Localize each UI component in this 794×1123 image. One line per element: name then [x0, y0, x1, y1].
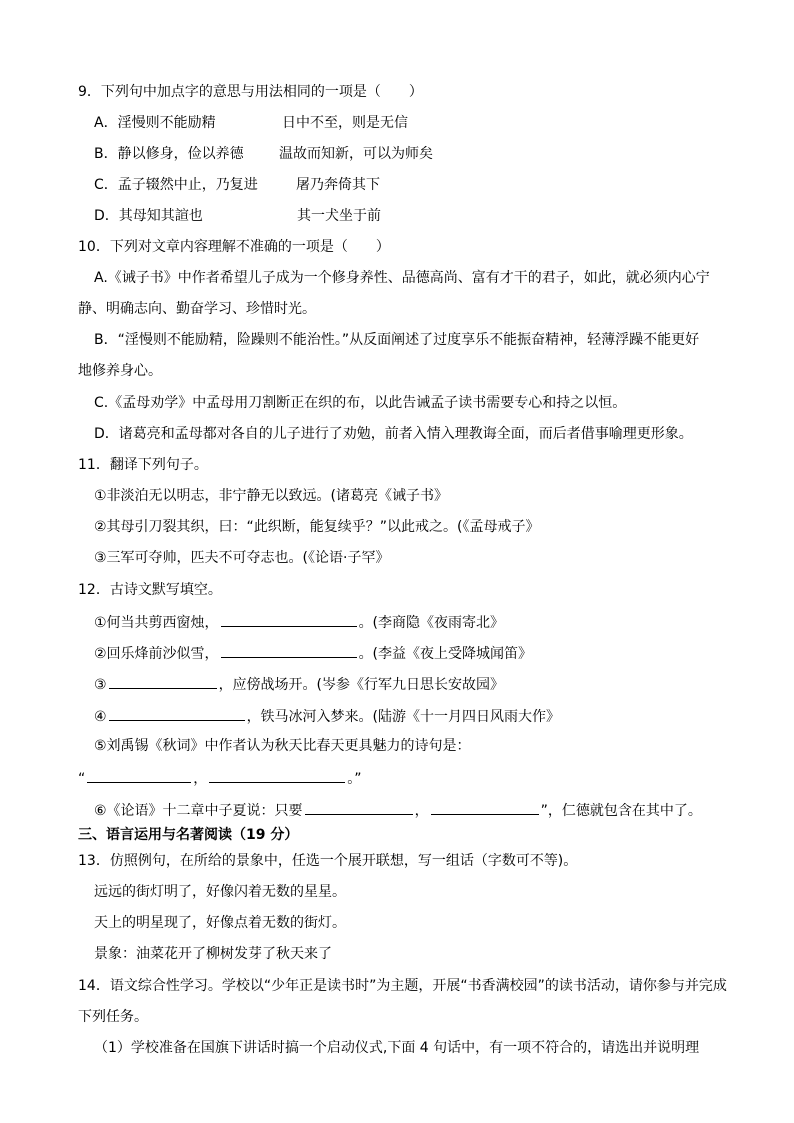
q9-stem: 9．下列句中加点字的意思与用法相同的一项是（ ）: [78, 84, 423, 100]
q12-line-4-prefix: ④: [94, 709, 107, 725]
q11-item-3: ③三军可夺帅，匹夫不可夺志也。(《论语·子罕》: [94, 550, 390, 566]
q10-option-a-line1: A.《诫子书》中作者希望儿子成为一个修身养性、品德高尚、富有才干的君子，如此，就必须内心宁: [94, 270, 710, 286]
q10-option-b-line1: B．“淫慢则不能励精，险躁则不能治性。”从反面阐述了过度享乐不能振奋精神，轻薄浮躁不能更好: [94, 332, 700, 348]
q12-line-6-suffix: ”，仁德就包含在其中了。: [540, 803, 702, 819]
q12-line-5-answer: [78, 767, 362, 789]
q9-option-d-left: D．其母知其諠也: [94, 208, 203, 224]
q12-line-6-prefix: ⑥《论语》十二章中子夏说：只要: [94, 803, 303, 819]
comma: ，: [414, 803, 429, 819]
open-quote: “: [78, 771, 86, 787]
q12-line-6: [94, 799, 702, 821]
answer-blank[interactable]: [431, 799, 539, 815]
q10-stem: 10．下列对文章内容理解不准确的一项是（ ）: [78, 239, 390, 255]
q13-example-2: 天上的明星现了，好像点着无数的街灯。: [94, 915, 346, 931]
q12-line-2-suffix: 。(李益《夜上受降城闻笛》: [358, 646, 533, 662]
q12-stem: 12．古诗文默写填空。: [78, 582, 222, 598]
q14-stem-line2: 下列任务。: [78, 1009, 148, 1025]
q10-option-c: C.《孟母劝学》中孟母用刀割断正在织的布，以此告诫孟子读书需要专心和持之以恒。: [94, 395, 627, 411]
q12-line-1: [94, 611, 504, 633]
answer-blank[interactable]: [109, 673, 217, 689]
q11-stem: 11．翻译下列句子。: [78, 457, 208, 473]
q14-sub-1: （1）学校准备在国旗下讲话时搞一个启动仪式,下面 4 句话中，有一项不符合的，请选出并说明理: [94, 1040, 700, 1056]
q9-option-c-left: C．孟子辍然中止，乃复进: [94, 177, 258, 193]
q12-line-3: [94, 673, 504, 695]
answer-blank[interactable]: [87, 767, 191, 783]
q12-line-2-prefix: ②回乐烽前沙似雪，: [94, 646, 219, 662]
q10-option-a-line2: 静、明确志向、勤奋学习、珍惜时光。: [78, 301, 316, 317]
answer-blank[interactable]: [109, 705, 245, 721]
q9-option-c-right: 屠乃奔倚其下: [296, 177, 380, 193]
q13-scene: 景象：油菜花开了柳树发芽了秋天来了: [94, 946, 332, 962]
answer-blank[interactable]: [209, 767, 345, 783]
close-quote: 。”: [347, 771, 362, 787]
q12-line-4: [94, 705, 560, 727]
q9-option-a-left: A．淫慢则不能励精: [94, 115, 216, 131]
q12-line-1-prefix: ①何当共剪西窗烛，: [94, 615, 219, 631]
q9-option-b-left: B．静以修身，俭以养德: [94, 146, 244, 162]
q14-stem-line1: 14．语文综合性学习。学校以“少年正是读书时”为主题，开展“书香满校园”的读书活动，请你参与并完成: [78, 978, 727, 994]
q11-item-2: ②其母引刀裂其织，曰：“此织断，能复续乎？”以此戒之。(《孟母戒子》: [94, 519, 540, 535]
q12-line-3-suffix: ，应傍战场开。(岑参《行军九日思长安故园》: [218, 677, 505, 693]
q9-option-b-right: 温故而知新，可以为师矣: [279, 146, 433, 162]
answer-blank[interactable]: [305, 799, 413, 815]
q9-option-d-right: 其一犬坐于前: [297, 208, 381, 224]
answer-blank[interactable]: [221, 611, 357, 627]
q12-line-3-prefix: ③: [94, 677, 107, 693]
q12-line-1-suffix: 。(李商隐《夜雨寄北》: [358, 615, 505, 631]
q9-option-a-right: 日中不至，则是无信: [282, 115, 408, 131]
q10-option-b-line2: 地修养身心。: [78, 363, 162, 379]
q10-option-d: D．诸葛亮和孟母都对各自的儿子进行了劝勉，前者入情入理教诲全面，而后者借事喻理更形象。: [94, 426, 693, 442]
comma: ，: [193, 771, 208, 787]
q12-line-5: ⑤刘禹锡《秋词》中作者认为秋天比春天更具魅力的诗句是：: [94, 738, 471, 754]
q12-line-4-suffix: ，铁马冰河入梦来。(陆游《十一月四日风雨大作》: [246, 709, 561, 725]
section-heading: 三、语言运用与名著阅读（19 分）: [78, 827, 299, 843]
q13-example-1: 远远的街灯明了，好像闪着无数的星星。: [94, 884, 346, 900]
q12-line-2: [94, 642, 532, 664]
q13-stem: 13．仿照例句，在所给的景象中，任选一个展开联想，写一组话（字数可不等)。: [78, 853, 578, 869]
answer-blank[interactable]: [221, 642, 357, 658]
q11-item-1: ①非淡泊无以明志，非宁静无以致远。(诸葛亮《诫子书》: [94, 488, 449, 504]
